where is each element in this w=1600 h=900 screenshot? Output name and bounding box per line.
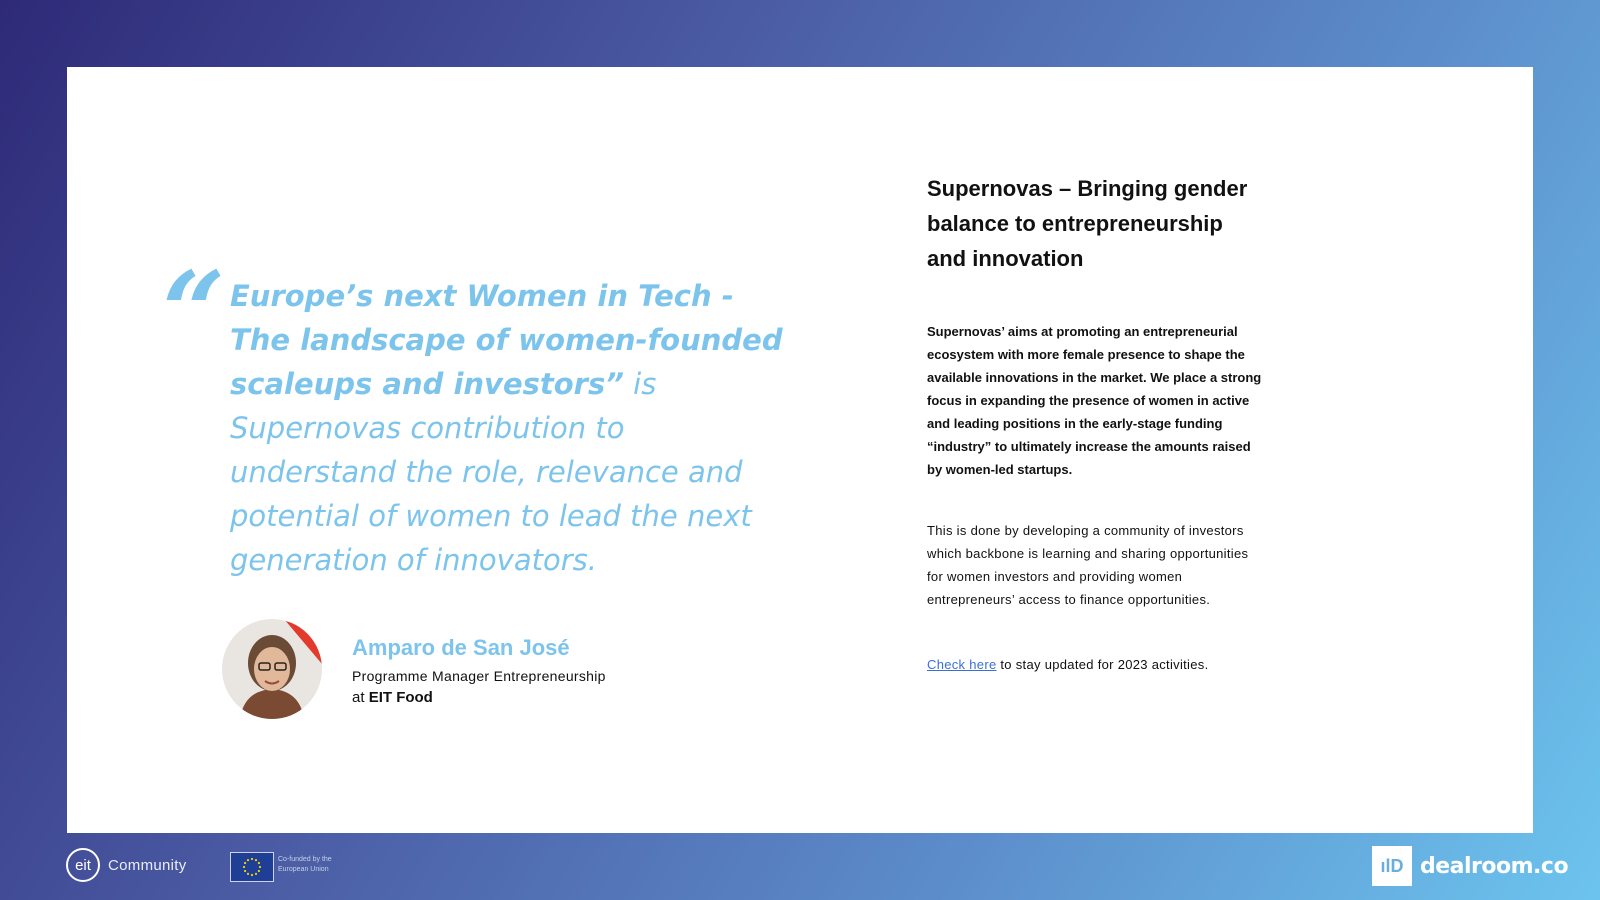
- person-role: Programme Manager Entrepreneurship: [352, 668, 606, 684]
- eu-text-line1: Co-funded by the: [278, 856, 332, 863]
- eu-flag-icon: [230, 852, 274, 882]
- person-org-prefix: at: [352, 689, 369, 706]
- check-here-link[interactable]: Check here: [927, 657, 997, 672]
- eit-logo-icon: eit: [66, 848, 100, 882]
- eit-community-logo: [66, 848, 187, 882]
- quote-text: [230, 274, 790, 582]
- quote-title: Europe’s next Women in Tech - The landscape of women-founded scaleups and investors”: [230, 279, 783, 401]
- dealroom-logo: [1372, 846, 1568, 886]
- dealroom-icon: ılD: [1372, 846, 1412, 886]
- intro-paragraph: Supernovas’ aims at promoting an entrepreneurial ecosystem with more female presence to shape the available innovations in the market. We place a strong focus in expanding the presence of women in active and leading positions in the early-stage funding “industry” to ultimately increase the amounts raised by women-led startups.: [927, 324, 1262, 477]
- dealroom-text: dealroom.co: [1420, 853, 1569, 879]
- cta-paragraph: [927, 653, 1287, 676]
- avatar: [222, 619, 322, 719]
- quote-body: is Supernovas contribution to understand the role, relevance and potential of women to lead the next generation of innovators.: [230, 367, 752, 577]
- cta-suffix: to stay updated for 2023 activities.: [996, 657, 1209, 672]
- slide-card: [67, 67, 1533, 833]
- eu-cofunded-text: [278, 855, 332, 875]
- person-photo-icon: [222, 619, 322, 719]
- eit-community-text: Community: [108, 856, 187, 874]
- quote-mark-icon: “: [162, 247, 226, 376]
- person-org-name: EIT Food: [368, 689, 433, 706]
- section-title: Supernovas – Bringing gender balance to entrepreneurship and innovation: [927, 176, 1248, 271]
- eu-text-line2: European Union: [278, 866, 329, 873]
- community-paragraph: This is done by developing a community of investors which backbone is learning and sharing opportunities for women investors and providing women entrepreneurs’ access to finance opportunities.: [927, 523, 1249, 607]
- person-name: Amparo de San José: [352, 635, 570, 660]
- person-org: [352, 687, 433, 708]
